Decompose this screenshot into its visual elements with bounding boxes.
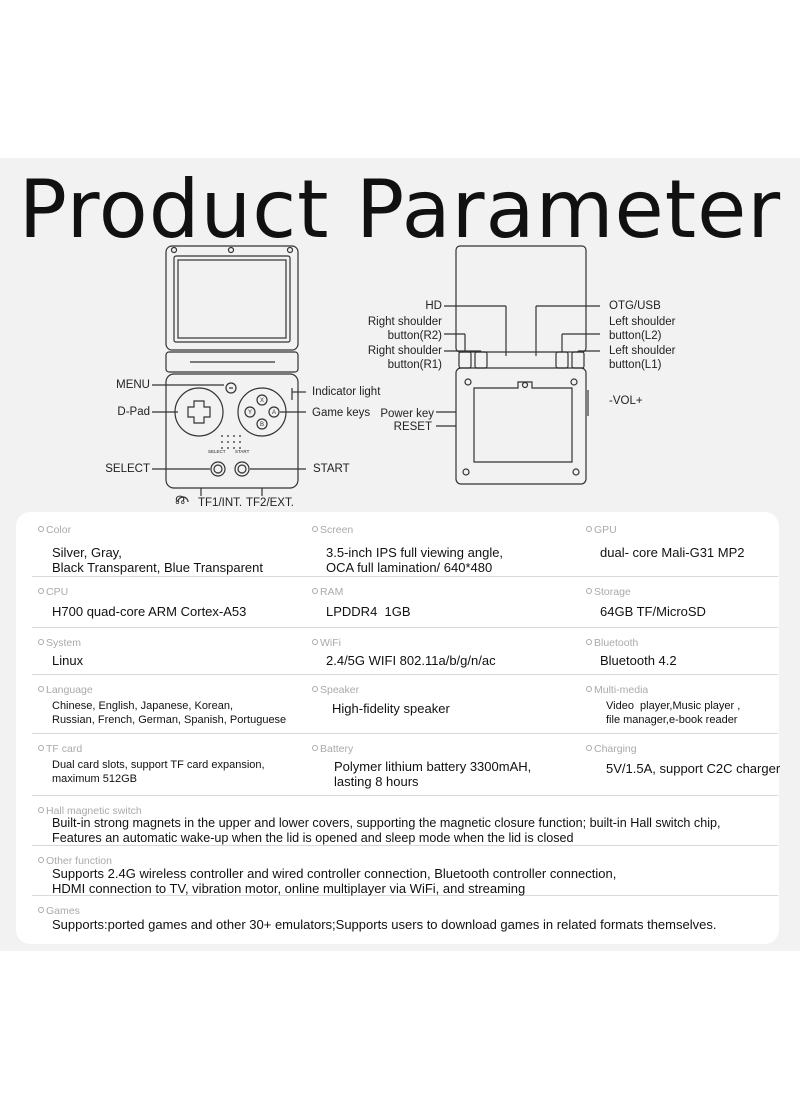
power-key-label: Power key [380,408,434,420]
hd-label: HD [425,300,442,312]
headphone-icon: ☊ [175,495,186,507]
spec-row [32,518,778,577]
spec-key: Other function [46,855,112,867]
spec-key: Bluetooth [594,637,639,649]
a-letter: A [271,410,277,416]
menu-label: MENU [116,379,150,391]
spec-row [32,799,778,846]
spec-key: TF card [46,743,83,755]
spec-value: Supports:ported games and other 30+ emulators;Supports users to download games in related formats themselves. [52,917,717,932]
front-upper-lid [166,246,298,350]
battery-cover [474,382,572,462]
spec-value: Silver, Gray, Black Transparent, Blue Transparent [52,545,264,575]
vol-label: -VOL+ [609,395,643,407]
spec-key: WiFi [320,637,341,649]
spec-value: 3.5-inch IPS full viewing angle, OCA full lamination/ 640*480 [326,545,504,575]
spec-key: RAM [320,586,344,598]
reset-label: RESET [393,421,432,433]
spec-value: Linux [52,653,84,668]
spec-key: Battery [320,743,354,755]
start-small-label: START [235,449,250,454]
spec-key: CPU [46,586,69,598]
b-letter: B [259,422,265,428]
game-keys-label: Game keys [312,407,371,419]
otg-label: OTG/USB [609,300,661,312]
spec-key: Games [46,905,80,917]
spec-key: GPU [594,524,617,536]
spec-value: dual- core Mali-G31 MP2 [600,545,745,560]
spec-value: Dual card slots, support TF card expansion, maximum 512GB [52,759,265,785]
x-letter: X [259,398,265,404]
spec-value: Video player,Music player , file manager,e-book reader [606,700,741,726]
spec-key: Hall magnetic switch [46,805,142,817]
back-body [456,368,586,484]
spec-value: 64GB TF/MicroSD [600,604,706,619]
front-screen [178,260,286,338]
spec-row [32,580,778,628]
r2-label: Right shoulder button(R2) [367,316,442,342]
device-diagram [0,240,800,510]
spec-key: Speaker [320,684,360,696]
spec-value: 5V/1.5A, support C2C charger [606,761,781,776]
page-title: Product Parameter [18,163,782,256]
back-lid [456,246,586,352]
spec-value: Supports 2.4G wireless controller and wired controller connection, Bluetooth controller connection, HDMI connection to TV, vibration motor, online multiplayer via WiFi, and streaming [52,866,617,896]
y-letter: Y [247,410,253,416]
l1-label: Left shoulder button(L1) [609,345,676,371]
spec-value: Polymer lithium battery 3300mAH, lasting 8 hours [334,759,532,789]
spec-key: System [46,637,82,649]
spec-key: Storage [594,586,631,598]
l2-label: Left shoulder button(L2) [609,316,676,342]
spec-value: Chinese, English, Japanese, Korean, Russian, French, German, Spanish, Portuguese [52,700,287,726]
r1-label: Right shoulder button(R1) [367,345,442,371]
spec-row [32,631,778,675]
dpad-shape [188,401,210,423]
spec-card [16,512,779,944]
spec-value: Bluetooth 4.2 [600,653,677,668]
spec-value: H700 quad-core ARM Cortex-A53 [52,604,247,619]
tf1-label: TF1/INT. [198,497,243,509]
tf2-label: TF2/EXT. [246,497,294,509]
spec-row [32,899,778,933]
front-lower-body [166,374,298,488]
spec-key: Multi-media [594,684,649,696]
spec-key: Language [46,684,93,696]
spec-value: LPDDR4 1GB [326,604,411,619]
indicator-label: Indicator light [312,386,381,398]
start-label: START [313,463,350,475]
select-small-label: SELECT [208,449,226,454]
spec-value: High-fidelity speaker [332,701,450,716]
spec-value: 2.4/5G WIFI 802.11a/b/g/n/ac [326,653,496,668]
spec-key: Color [46,524,72,536]
spec-row [32,678,778,734]
spec-key: Screen [320,524,354,536]
spec-key: Charging [594,743,637,755]
spec-row [32,849,778,896]
select-label: SELECT [105,463,150,475]
spec-value: Built-in strong magnets in the upper and lower covers, supporting the magnetic closure function; built-in Hall switch chip, Features an automatic wake-up when the lid is opened and sleep mode when the lid is closed [52,816,721,845]
dpad-label: D-Pad [117,406,150,418]
front-screen-frame [174,256,290,342]
spec-row [32,737,781,796]
